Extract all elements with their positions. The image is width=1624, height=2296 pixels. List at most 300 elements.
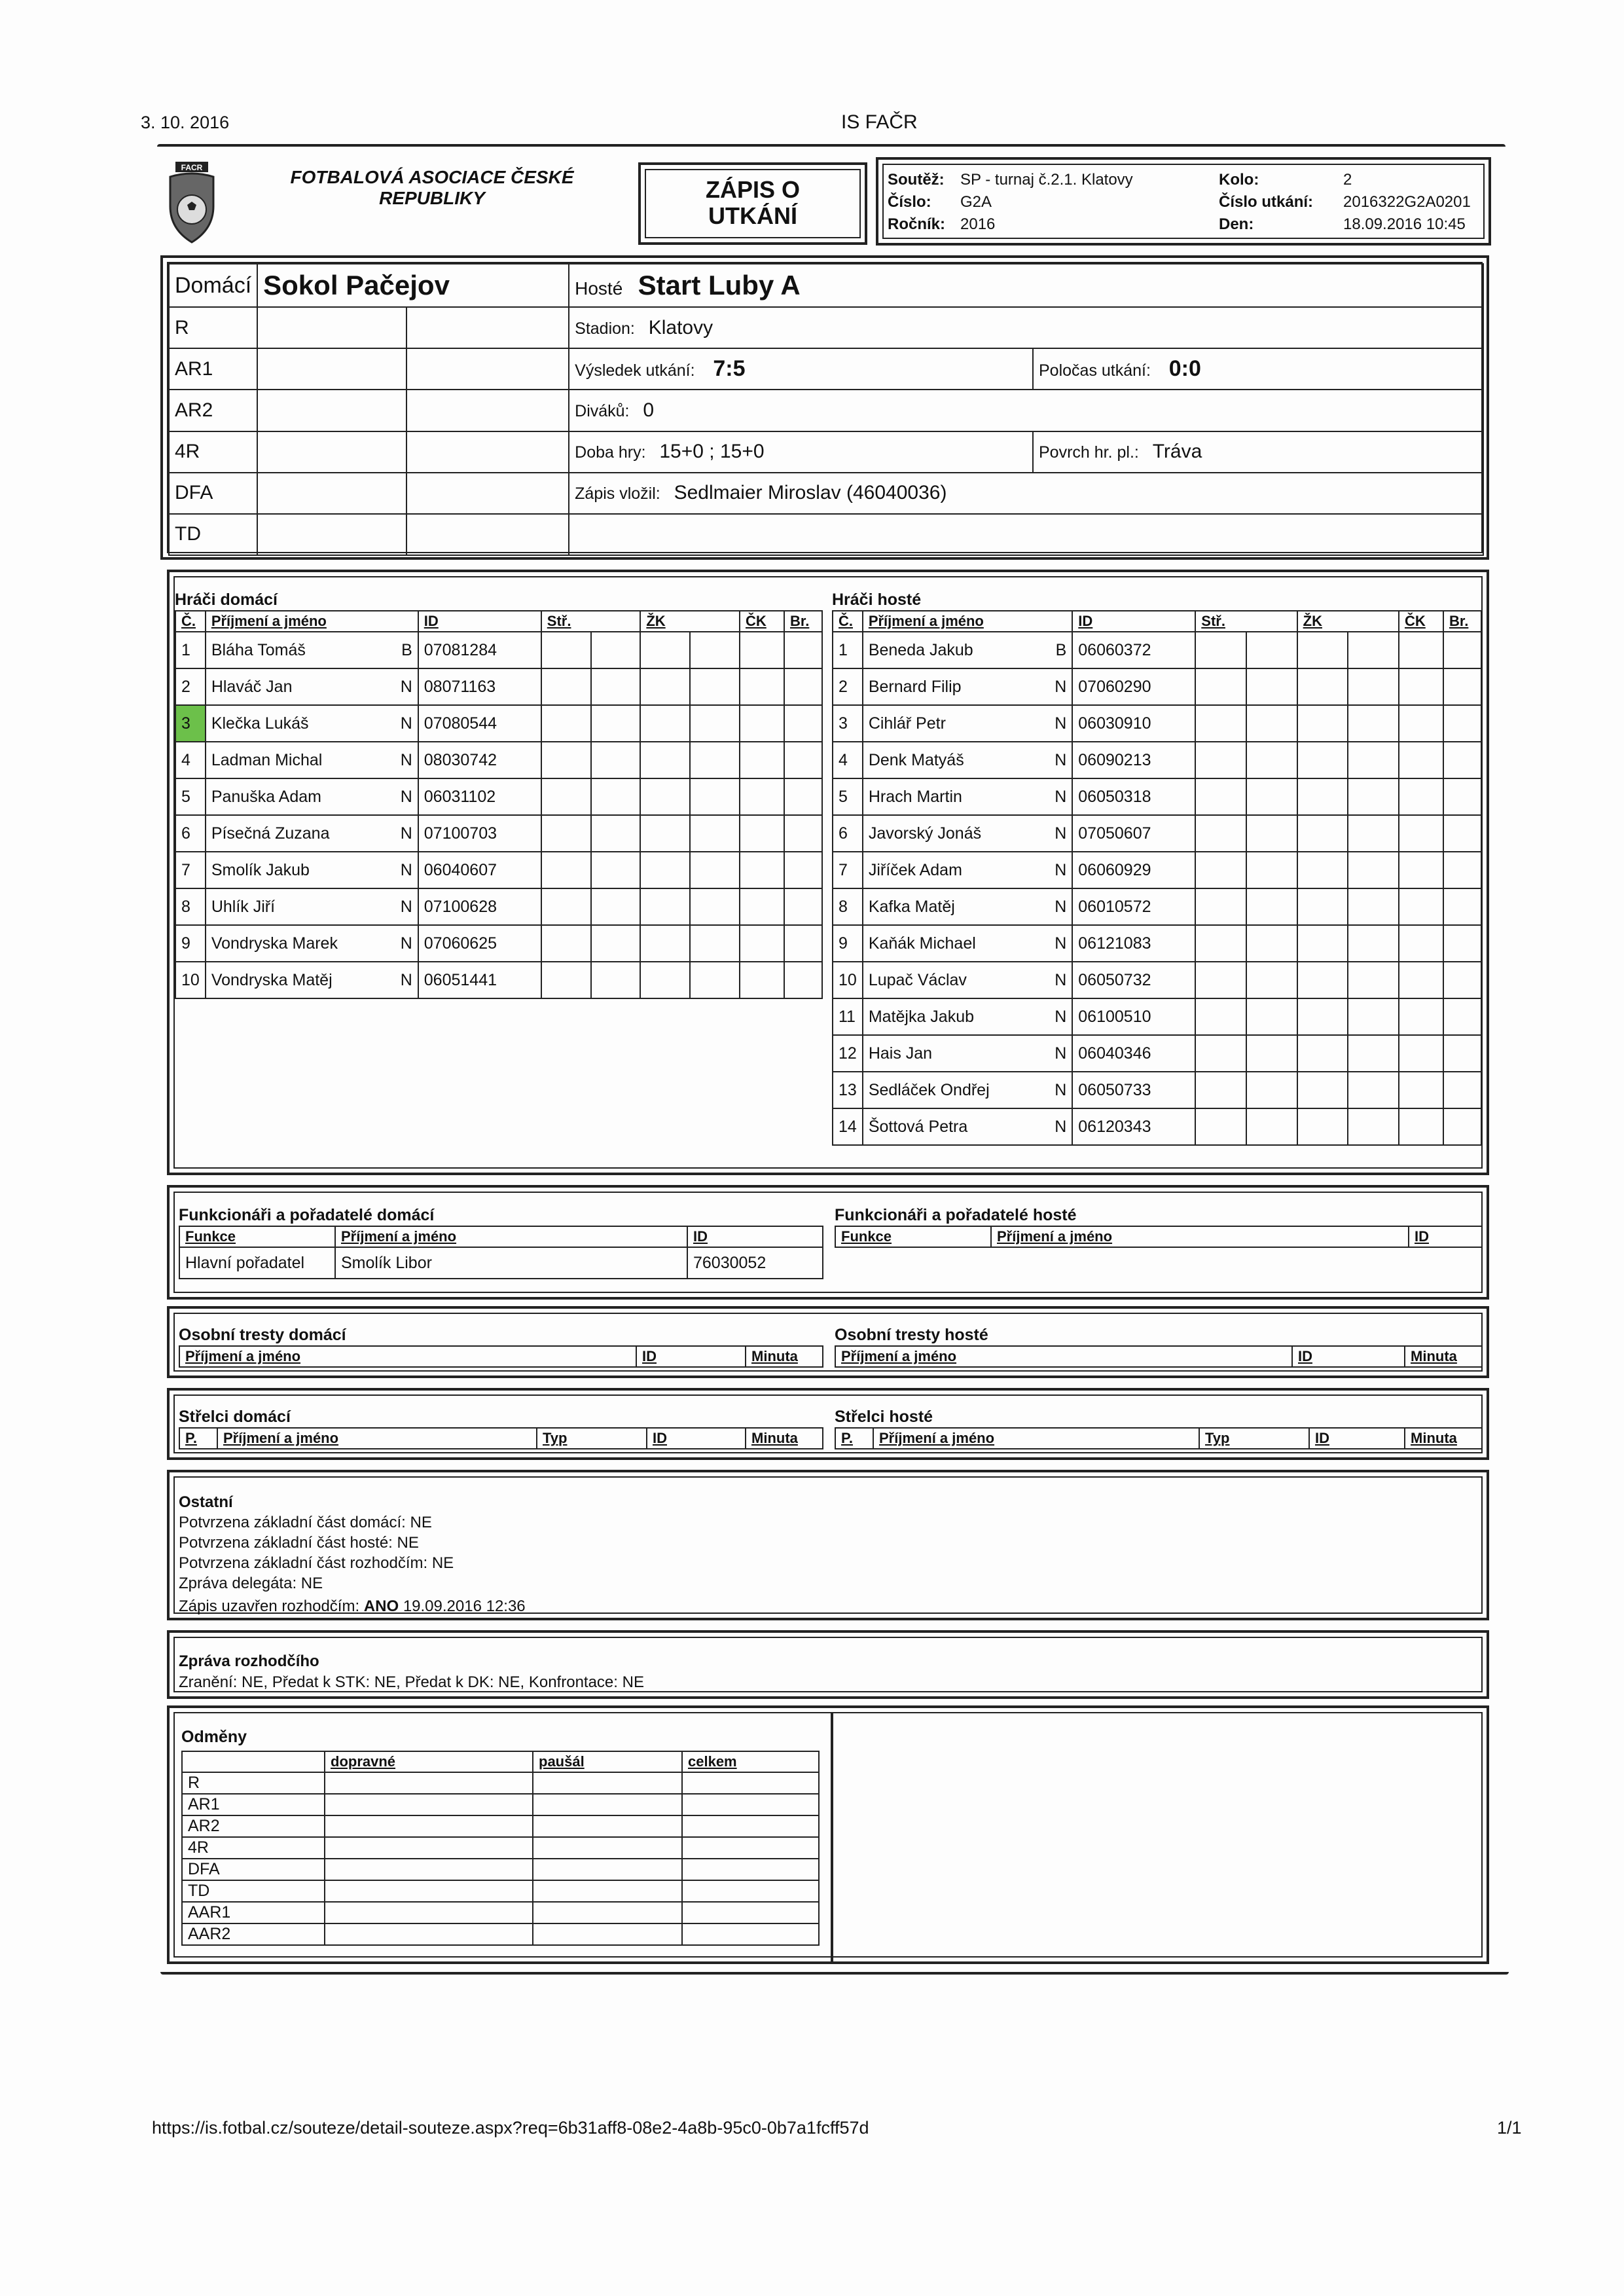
player-str-b xyxy=(591,852,641,888)
player-br xyxy=(1443,742,1481,778)
rewards-cell xyxy=(682,1772,819,1794)
player-br xyxy=(1443,888,1481,925)
functionaries-box xyxy=(167,1185,1489,1300)
player-id: 07060290 xyxy=(1072,668,1195,705)
home-players-table xyxy=(175,610,823,999)
soutez-value: SP - turnaj č.2.1. Klatovy xyxy=(960,171,1133,189)
player-id: 06060929 xyxy=(1072,852,1195,888)
player-ck xyxy=(1399,888,1443,925)
cislo-utkani-value: 2016322G2A0201 xyxy=(1343,193,1471,211)
strelci-away-col-id: ID xyxy=(1309,1428,1405,1449)
player-status: N xyxy=(1044,852,1072,888)
player-zk-a xyxy=(640,742,690,778)
player-status: N xyxy=(1044,1072,1072,1108)
logo-text: FACR xyxy=(181,163,203,172)
player-name: Panuška Adam xyxy=(206,778,390,815)
player-id: 06031102 xyxy=(418,778,541,815)
player-id: 06050732 xyxy=(1072,962,1195,998)
away-col-str: Stř. xyxy=(1195,611,1297,632)
player-br xyxy=(1443,962,1481,998)
den-value: 18.09.2016 10:45 xyxy=(1343,215,1466,233)
doba-label: Doba hry: xyxy=(575,443,646,462)
rewards-row xyxy=(182,1772,819,1794)
player-zk-b xyxy=(1348,742,1399,778)
home-col-name: Příjmení a jméno xyxy=(206,611,418,632)
player-zk-b xyxy=(1348,998,1399,1035)
tresty-away-table xyxy=(835,1345,1483,1368)
player-str-a xyxy=(1195,1108,1246,1145)
player-name: Hlaváč Jan xyxy=(206,668,390,705)
player-ck xyxy=(1399,705,1443,742)
player-status: N xyxy=(390,705,418,742)
rewards-row xyxy=(182,1880,819,1902)
player-id: 06060372 xyxy=(1072,632,1195,668)
home-player-row xyxy=(175,888,822,925)
player-br xyxy=(784,632,822,668)
player-br xyxy=(1443,1108,1481,1145)
player-number: 11 xyxy=(833,998,863,1035)
away-player-row xyxy=(833,1035,1481,1072)
rewards-cell xyxy=(325,1923,533,1945)
tresty-away-col-minuta: Minuta xyxy=(1405,1346,1482,1367)
player-zk-b xyxy=(690,668,740,705)
kolo-label: Kolo: xyxy=(1219,171,1259,189)
player-number: 1 xyxy=(833,632,863,668)
away-player-row xyxy=(833,998,1481,1035)
away-label: Hosté xyxy=(575,278,623,299)
player-ck xyxy=(1399,925,1443,962)
strelci-home-col-id: ID xyxy=(647,1428,746,1449)
player-ck xyxy=(740,705,784,742)
rewards-row xyxy=(182,1859,819,1880)
player-zk-b xyxy=(1348,1072,1399,1108)
bottom-rule xyxy=(160,1972,1509,1975)
func-home-name: Smolík Libor xyxy=(335,1247,687,1279)
player-id: 06051441 xyxy=(418,962,541,998)
func-away-col-funkce: Funkce xyxy=(835,1226,991,1247)
player-br xyxy=(1443,1072,1481,1108)
player-status: N xyxy=(390,925,418,962)
func-home-col-name: Příjmení a jméno xyxy=(335,1226,687,1247)
doc-title-line1: ZÁPIS O xyxy=(705,176,801,203)
player-ck xyxy=(740,925,784,962)
player-zk-b xyxy=(1348,852,1399,888)
player-str-a xyxy=(1195,852,1246,888)
tresty-home-col-name: Příjmení a jméno xyxy=(179,1346,636,1367)
ostatni-title: Ostatní xyxy=(179,1493,233,1511)
player-status: N xyxy=(1044,815,1072,852)
player-str-b xyxy=(591,925,641,962)
rewards-col-celkem: celkem xyxy=(682,1751,819,1772)
player-number: 4 xyxy=(833,742,863,778)
player-br xyxy=(784,742,822,778)
player-str-a xyxy=(541,742,591,778)
strelci-home-table xyxy=(179,1427,823,1449)
rewards-role: AAR1 xyxy=(182,1902,325,1923)
player-zk-b xyxy=(690,852,740,888)
player-br xyxy=(1443,852,1481,888)
rewards-role: R xyxy=(182,1772,325,1794)
player-name: Kafka Matěj xyxy=(863,888,1044,925)
player-str-a xyxy=(541,668,591,705)
rewards-cell xyxy=(533,1902,682,1923)
away-col-zk: ŽK xyxy=(1297,611,1399,632)
player-status: B xyxy=(390,632,418,668)
player-br xyxy=(784,705,822,742)
rewards-row xyxy=(182,1837,819,1859)
player-str-a xyxy=(541,925,591,962)
player-zk-a xyxy=(1297,705,1348,742)
penalties-box xyxy=(167,1306,1489,1378)
player-status: N xyxy=(1044,742,1072,778)
page-number: 1/1 xyxy=(1497,2118,1522,2138)
player-zk-b xyxy=(690,888,740,925)
player-id: 06040346 xyxy=(1072,1035,1195,1072)
func-home-table xyxy=(179,1226,823,1279)
player-name: Cihlář Petr xyxy=(863,705,1044,742)
player-name: Šottová Petra xyxy=(863,1108,1044,1145)
player-ck xyxy=(1399,1035,1443,1072)
player-zk-a xyxy=(1297,962,1348,998)
official-dfa: DFA xyxy=(169,473,257,514)
func-home-title: Funkcionáři a pořadatelé domácí xyxy=(179,1206,435,1224)
player-name: Vondryska Marek xyxy=(206,925,390,962)
home-col-no: Č. xyxy=(175,611,206,632)
strelci-home-col-typ: Typ xyxy=(537,1428,647,1449)
player-status: N xyxy=(1044,778,1072,815)
player-number: 10 xyxy=(833,962,863,998)
rewards-role: 4R xyxy=(182,1837,325,1859)
player-str-a xyxy=(541,852,591,888)
player-str-b xyxy=(1246,852,1297,888)
player-str-b xyxy=(1246,998,1297,1035)
tresty-away-col-name: Příjmení a jméno xyxy=(835,1346,1292,1367)
home-player-row xyxy=(175,668,822,705)
away-player-row xyxy=(833,1072,1481,1108)
player-status: B xyxy=(1044,632,1072,668)
rewards-row xyxy=(182,1815,819,1837)
player-id: 06050318 xyxy=(1072,778,1195,815)
player-id: 06030910 xyxy=(1072,705,1195,742)
rewards-role: AR1 xyxy=(182,1794,325,1815)
strelci-away-col-p: P. xyxy=(835,1428,873,1449)
meta-box xyxy=(876,157,1491,246)
player-name: Javorský Jonáš xyxy=(863,815,1044,852)
player-str-a xyxy=(1195,962,1246,998)
player-zk-a xyxy=(1297,668,1348,705)
func-home-id: 76030052 xyxy=(687,1247,823,1279)
player-number: 2 xyxy=(175,668,206,705)
player-str-a xyxy=(541,632,591,668)
player-str-a xyxy=(1195,998,1246,1035)
player-br xyxy=(1443,815,1481,852)
player-str-a xyxy=(541,815,591,852)
away-col-br: Br. xyxy=(1443,611,1481,632)
player-str-b xyxy=(591,742,641,778)
match-info-box xyxy=(160,255,1489,560)
player-str-a xyxy=(1195,1072,1246,1108)
player-br xyxy=(1443,668,1481,705)
player-name: Matějka Jakub xyxy=(863,998,1044,1035)
rewards-row xyxy=(182,1794,819,1815)
player-str-a xyxy=(541,962,591,998)
rocnik-label: Ročník: xyxy=(888,215,946,233)
home-col-ck: ČK xyxy=(740,611,784,632)
player-name: Uhlík Jiří xyxy=(206,888,390,925)
player-zk-b xyxy=(690,742,740,778)
player-str-a xyxy=(1195,705,1246,742)
strelci-home-col-minuta: Minuta xyxy=(746,1428,823,1449)
player-id: 06040607 xyxy=(418,852,541,888)
player-zk-a xyxy=(1297,998,1348,1035)
player-status: N xyxy=(390,742,418,778)
away-player-row xyxy=(833,778,1481,815)
strelci-home-title: Střelci domácí xyxy=(179,1408,291,1426)
func-away-title: Funkcionáři a pořadatelé hosté xyxy=(835,1206,1077,1224)
player-ck xyxy=(740,852,784,888)
home-col-br: Br. xyxy=(784,611,822,632)
player-zk-a xyxy=(640,668,690,705)
home-player-row xyxy=(175,742,822,778)
den-label: Den: xyxy=(1219,215,1254,233)
player-number: 6 xyxy=(175,815,206,852)
player-zk-a xyxy=(1297,778,1348,815)
player-status: N xyxy=(1044,1108,1072,1145)
player-name: Kaňák Michael xyxy=(863,925,1044,962)
player-str-b xyxy=(591,705,641,742)
player-id: 06090213 xyxy=(1072,742,1195,778)
away-player-row xyxy=(833,962,1481,998)
rewards-role: DFA xyxy=(182,1859,325,1880)
player-str-b xyxy=(1246,1072,1297,1108)
player-number: 6 xyxy=(833,815,863,852)
player-name: Hais Jan xyxy=(863,1035,1044,1072)
title-box xyxy=(638,162,867,245)
player-name: Beneda Jakub xyxy=(863,632,1044,668)
home-player-row xyxy=(175,962,822,998)
player-name: Sedláček Ondřej xyxy=(863,1072,1044,1108)
rewards-role: AR2 xyxy=(182,1815,325,1837)
kolo-value: 2 xyxy=(1343,171,1352,189)
player-status: N xyxy=(1044,1035,1072,1072)
rewards-divider xyxy=(831,1713,833,1961)
players-box xyxy=(167,570,1489,1175)
player-number: 5 xyxy=(175,778,206,815)
player-zk-a xyxy=(1297,925,1348,962)
uzavren-date: 19.09.2016 12:36 xyxy=(403,1597,526,1615)
scorers-box xyxy=(167,1388,1489,1460)
zapis-label: Zápis vložil: xyxy=(575,484,660,503)
home-player-row xyxy=(175,852,822,888)
player-str-b xyxy=(591,668,641,705)
player-number: 14 xyxy=(833,1108,863,1145)
player-str-b xyxy=(1246,632,1297,668)
zprava-title: Zpráva rozhodčího xyxy=(179,1652,319,1670)
uzavren-label: Zápis uzavřen rozhodčím: xyxy=(179,1597,360,1615)
tresty-home-col-id: ID xyxy=(636,1346,746,1367)
vysledek-value: 7:5 xyxy=(713,356,746,382)
system-name: IS FAČR xyxy=(841,111,918,133)
player-str-a xyxy=(1195,742,1246,778)
player-id: 06121083 xyxy=(1072,925,1195,962)
home-col-str: Stř. xyxy=(541,611,641,632)
player-br xyxy=(1443,1035,1481,1072)
player-zk-a xyxy=(640,632,690,668)
official-ar1: AR1 xyxy=(169,348,257,390)
rewards-cell xyxy=(325,1880,533,1902)
away-col-no: Č. xyxy=(833,611,863,632)
player-id: 08030742 xyxy=(418,742,541,778)
player-name: Hrach Martin xyxy=(863,778,1044,815)
player-number: 13 xyxy=(833,1072,863,1108)
player-str-b xyxy=(591,632,641,668)
player-id: 06050733 xyxy=(1072,1072,1195,1108)
rewards-cell xyxy=(533,1880,682,1902)
player-br xyxy=(1443,632,1481,668)
player-zk-b xyxy=(690,815,740,852)
player-zk-b xyxy=(1348,778,1399,815)
rewards-cell xyxy=(682,1859,819,1880)
ostatni-line-1: Potvrzena základní část domácí: NE xyxy=(179,1514,432,1531)
player-zk-b xyxy=(690,705,740,742)
footer-url: https://is.fotbal.cz/souteze/detail-souteze.aspx?req=6b31aff8-08e2-4a8b-95c0-0b7a1fcff57d xyxy=(152,2118,869,2138)
player-number: 7 xyxy=(833,852,863,888)
player-name: Písečná Zuzana xyxy=(206,815,390,852)
strelci-home-col-p: P. xyxy=(179,1428,217,1449)
rewards-cell xyxy=(682,1837,819,1859)
tresty-away-col-id: ID xyxy=(1292,1346,1405,1367)
home-player-row xyxy=(175,925,822,962)
player-zk-a xyxy=(1297,852,1348,888)
player-status: N xyxy=(390,852,418,888)
tresty-home-title: Osobní tresty domácí xyxy=(179,1326,346,1344)
player-id: 06010572 xyxy=(1072,888,1195,925)
player-str-b xyxy=(591,962,641,998)
player-ck xyxy=(740,888,784,925)
away-player-row xyxy=(833,888,1481,925)
player-name: Bláha Tomáš xyxy=(206,632,390,668)
rewards-cell xyxy=(533,1923,682,1945)
player-status: N xyxy=(390,962,418,998)
rewards-cell xyxy=(325,1859,533,1880)
player-str-b xyxy=(1246,1108,1297,1145)
player-str-a xyxy=(541,705,591,742)
player-str-b xyxy=(1246,778,1297,815)
official-4r: 4R xyxy=(169,431,257,473)
player-status: N xyxy=(1044,998,1072,1035)
player-str-b xyxy=(1246,815,1297,852)
player-number: 7 xyxy=(175,852,206,888)
rewards-cell xyxy=(682,1815,819,1837)
player-name: Lupač Václav xyxy=(863,962,1044,998)
povrch-label: Povrch hr. pl.: xyxy=(1039,443,1139,462)
player-zk-b xyxy=(1348,632,1399,668)
player-zk-a xyxy=(640,925,690,962)
player-number: 3 xyxy=(833,705,863,742)
player-br xyxy=(784,852,822,888)
player-id: 06100510 xyxy=(1072,998,1195,1035)
player-ck xyxy=(1399,632,1443,668)
top-rule xyxy=(157,144,1506,147)
divaku-label: Diváků: xyxy=(575,401,630,420)
rewards-cell xyxy=(325,1794,533,1815)
player-zk-a xyxy=(640,962,690,998)
rewards-cell xyxy=(682,1880,819,1902)
player-name: Bernard Filip xyxy=(863,668,1044,705)
odmeny-title: Odměny xyxy=(181,1728,247,1746)
ostatni-line-2: Potvrzena základní část hosté: NE xyxy=(179,1534,419,1552)
player-number: 1 xyxy=(175,632,206,668)
away-player-row xyxy=(833,632,1481,668)
home-player-row xyxy=(175,705,822,742)
player-number: 12 xyxy=(833,1035,863,1072)
home-col-zk: ŽK xyxy=(640,611,740,632)
away-players-table xyxy=(832,610,1482,1146)
official-ar2: AR2 xyxy=(169,390,257,431)
player-zk-a xyxy=(1297,888,1348,925)
away-col-ck: ČK xyxy=(1399,611,1443,632)
ostatni-line-4: Zpráva delegáta: NE xyxy=(179,1575,323,1592)
strelci-away-col-minuta: Minuta xyxy=(1405,1428,1482,1449)
player-br xyxy=(1443,778,1481,815)
rewards-cell xyxy=(533,1859,682,1880)
player-number: 8 xyxy=(175,888,206,925)
player-number: 9 xyxy=(833,925,863,962)
cislo-utkani-label: Číslo utkání: xyxy=(1219,193,1314,211)
player-zk-a xyxy=(640,852,690,888)
rewards-cell xyxy=(533,1837,682,1859)
player-zk-b xyxy=(1348,962,1399,998)
player-status: N xyxy=(390,778,418,815)
player-str-a xyxy=(1195,668,1246,705)
divaku-value: 0 xyxy=(643,399,655,421)
away-player-row xyxy=(833,668,1481,705)
player-str-b xyxy=(591,778,641,815)
vysledek-label: Výsledek utkání: xyxy=(575,361,695,380)
rewards-cell xyxy=(682,1794,819,1815)
cislo-value: G2A xyxy=(960,193,992,211)
player-ck xyxy=(1399,668,1443,705)
func-home-funkce: Hlavní pořadatel xyxy=(179,1247,335,1279)
soutez-label: Soutěž: xyxy=(888,171,945,189)
player-id: 06120343 xyxy=(1072,1108,1195,1145)
player-number: 9 xyxy=(175,925,206,962)
referee-report-box xyxy=(167,1630,1489,1699)
away-players-title: Hráči hosté xyxy=(832,591,922,609)
player-zk-b xyxy=(690,962,740,998)
polocas-value: 0:0 xyxy=(1168,356,1201,382)
player-ck xyxy=(740,668,784,705)
player-zk-a xyxy=(640,778,690,815)
player-status: N xyxy=(1044,705,1072,742)
player-str-b xyxy=(1246,888,1297,925)
func-home-col-funkce: Funkce xyxy=(179,1226,335,1247)
player-id: 07100703 xyxy=(418,815,541,852)
player-ck xyxy=(1399,742,1443,778)
away-col-id: ID xyxy=(1072,611,1195,632)
player-ck xyxy=(1399,852,1443,888)
player-zk-b xyxy=(1348,705,1399,742)
player-zk-b xyxy=(1348,815,1399,852)
ostatni-line-3: Potvrzena základní část rozhodčím: NE xyxy=(179,1554,454,1572)
player-zk-b xyxy=(1348,1035,1399,1072)
strelci-home-col-name: Příjmení a jméno xyxy=(217,1428,537,1449)
rewards-cell xyxy=(533,1772,682,1794)
rewards-row xyxy=(182,1923,819,1945)
player-id: 07081284 xyxy=(418,632,541,668)
player-id: 07060625 xyxy=(418,925,541,962)
player-br xyxy=(784,888,822,925)
